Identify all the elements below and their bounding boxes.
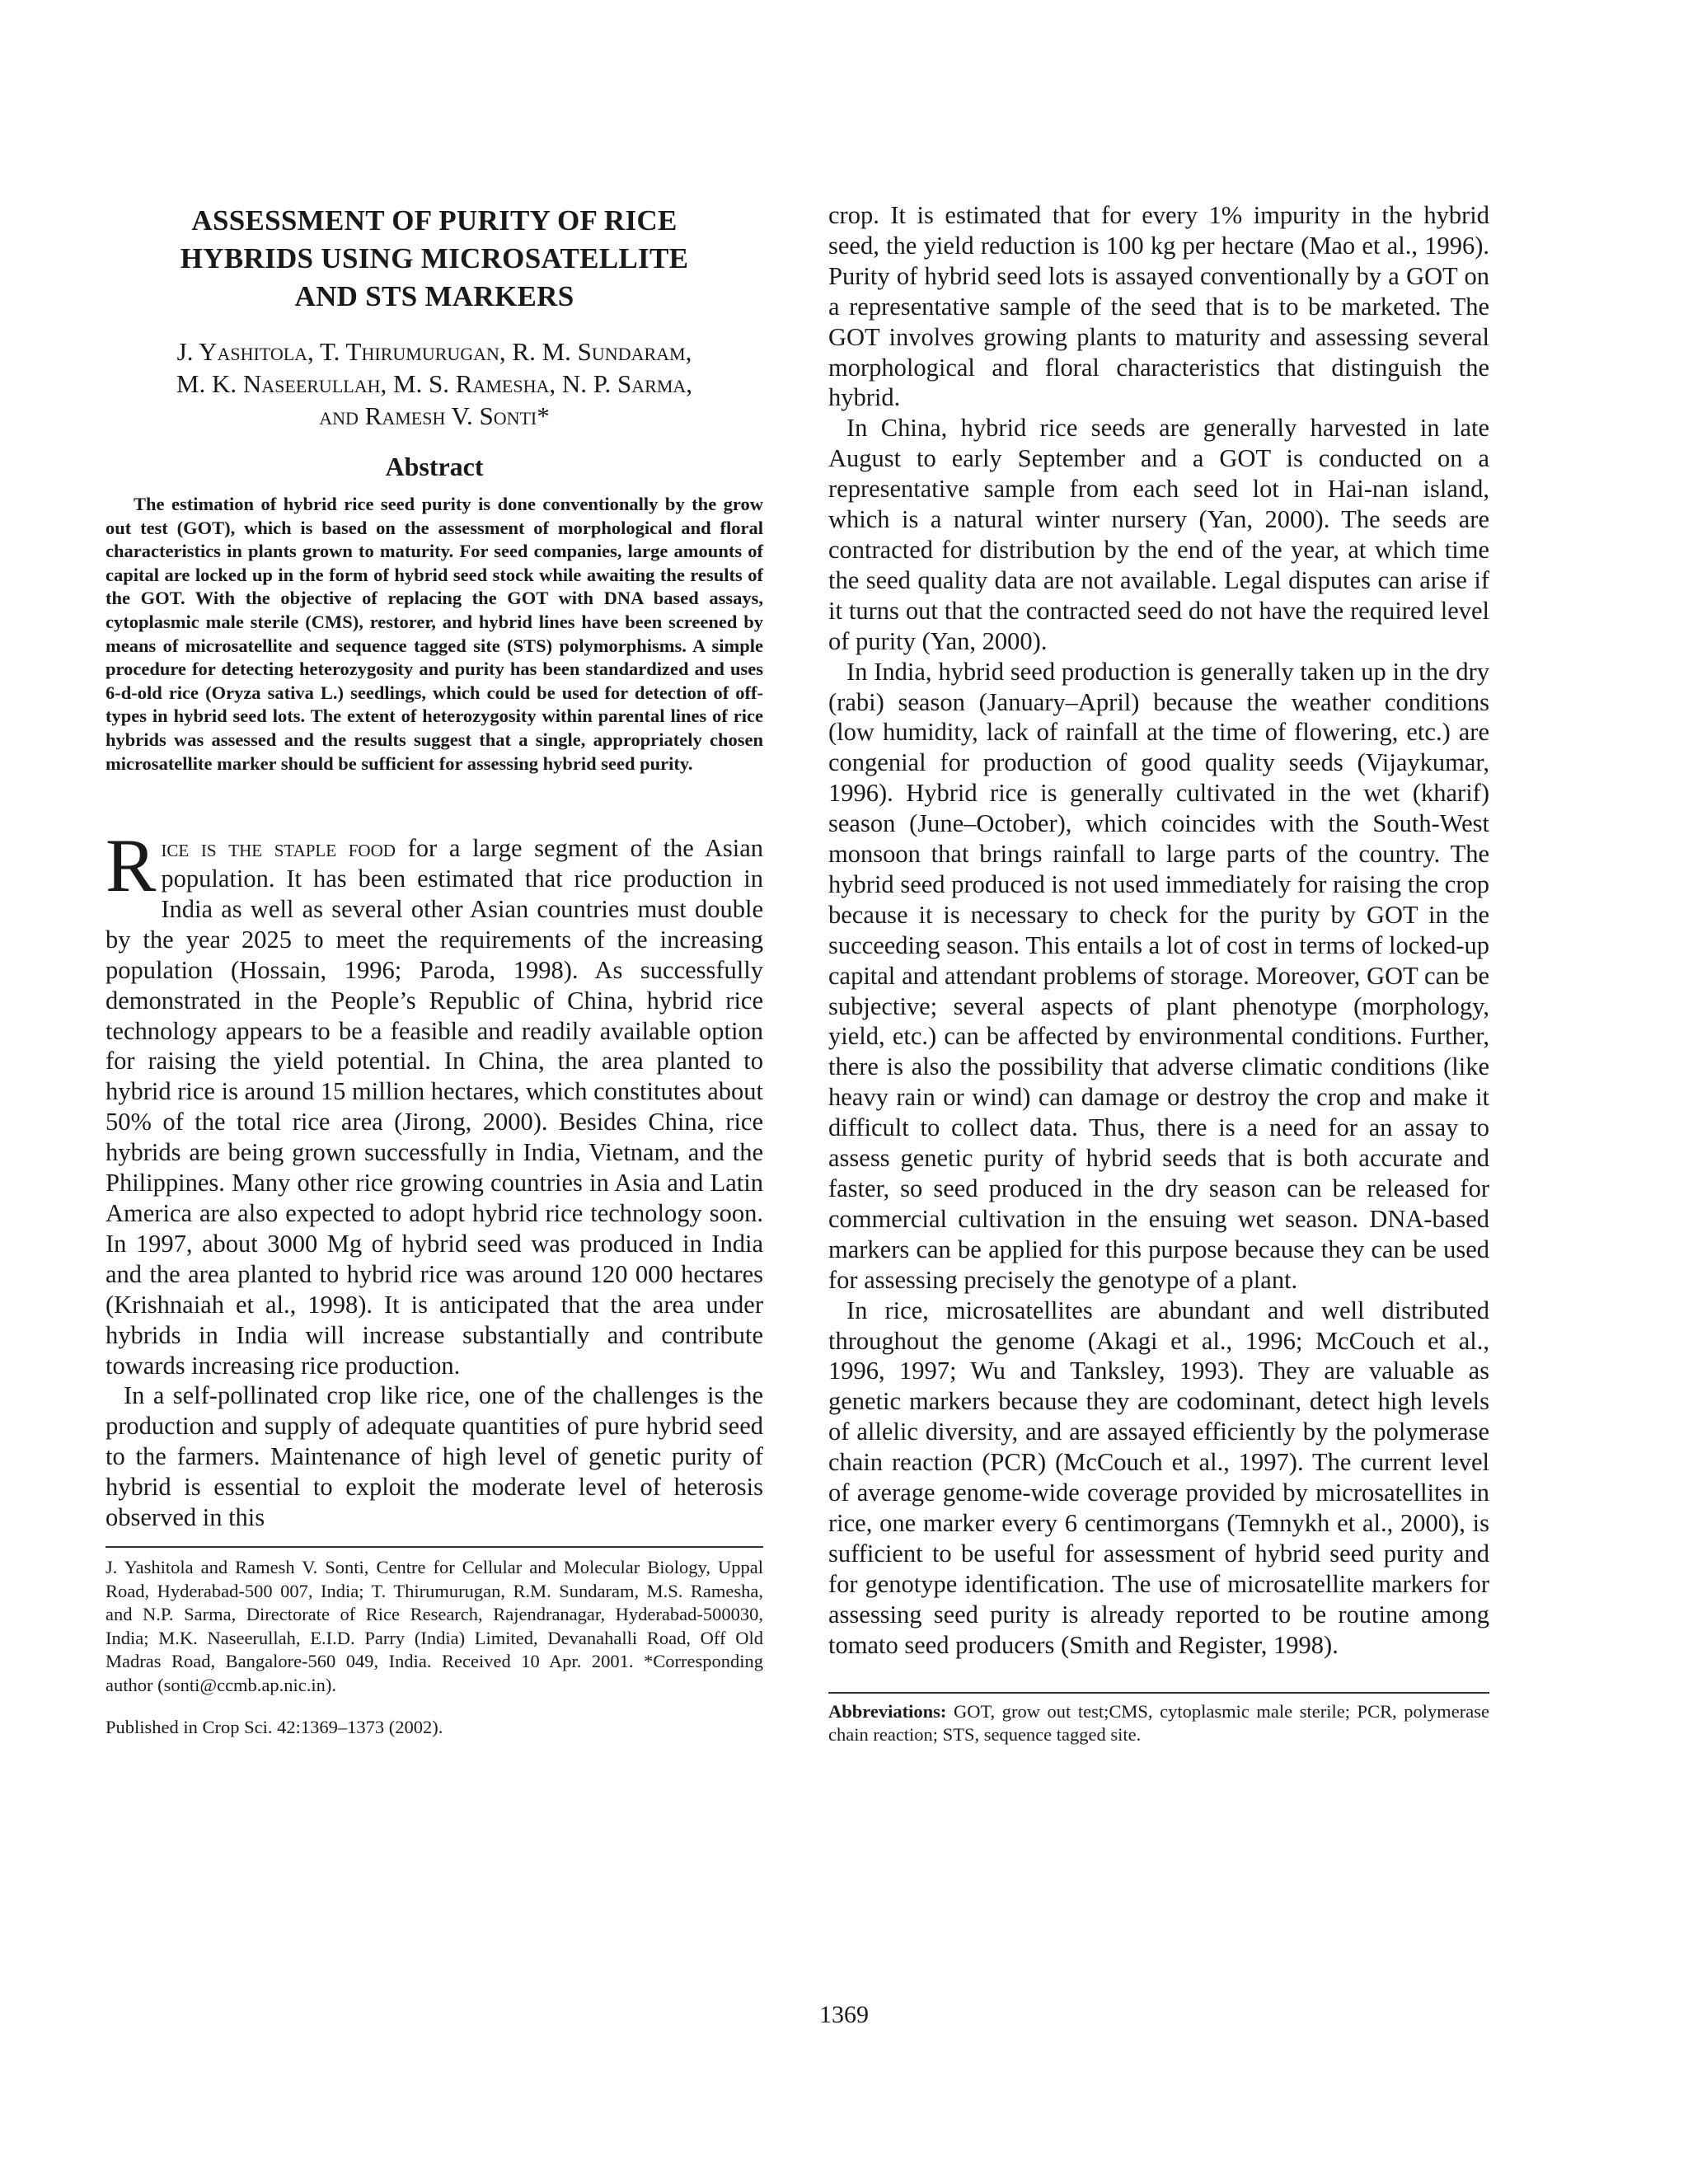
abstract-heading: Abstract: [385, 452, 484, 481]
body-paragraph: In China, hybrid rice seeds are generally harvested in late August to early September and a GOT is conducted on a representative sample from each seed lot in Hai-nan island, which is a natural winter nursery (Yan, 2000). The seeds are contracted for distribution by the end of the year, at which time the seed quality data are not available. Legal disputes can arise if it turns out that the contracted seed do not have the required level of purity (Yan, 2000).: [828, 414, 1489, 655]
title-line: HYBRIDS USING MICROSATELLITE: [180, 242, 689, 274]
title-line: AND STS MARKERS: [294, 280, 574, 312]
abbreviations-rule: [828, 1692, 1489, 1694]
intro-text: for a large segment of the Asian population. It has been estimated that rice production in India as well as several other Asian countries must double by the year 2025 to meet the requirements of the increasing population (Hossain, 1996; Paroda, 1998). As successfully demonstrated in the People’s Republic of China, hybrid rice technology appears to be a feasible and readily available option for raising the yield potential. In China, the area planted to hybrid rice is around 15 million hectares, which constitutes about 50% of the total rice area (Jirong, 2000). Besides China, rice hybrids are being grown successfully in India, Vietnam, and the Philippines. Many other rice growing countries in Asia and Latin America are also expected to adopt hybrid rice technology soon. In 1997, about 3000 Mg of hybrid seed was produced in India and the area planted to hybrid rice was around 120 000 hectares (Krishnaiah et al., 1998). It is anticipated that the area under hybrids in India will increase substantially and contribute towards increasing rice production.: [106, 834, 763, 1380]
intro-paragraph: [106, 823, 763, 1380]
publication-info: Published in Crop Sci. 42:1369–1373 (2002).: [106, 1716, 443, 1737]
body-paragraph: In India, hybrid seed production is generally taken up in the dry (rabi) season (January–April) because the weather conditions (low humidity, lack of rainfall at the time of flowering, etc.) are congenial for production of good quality seeds (Vijaykumar, 1996). Hybrid rice is generally cultivated in the wet (kharif) season (June–October), which coincides with the South-West monsoon that brings rainfall to large parts of the country. The hybrid seed produced is not used immediately for raising the crop because it is necessary to check for the purity by GOT in the succeeding season. This entails a lot of cost in terms of locked-up capital and attendant problems of storage. Moreover, GOT can be subjective; several aspects of plant phenotype (morphology, yield, etc.) can be affected by environmental conditions. Further, there is also the possibility that adverse climatic conditions (like heavy rain or wind) can damage or destroy the crop and make it difficult to collect data. Thus, there is a need for an assay to assess genetic purity of hybrid seeds that is both accurate and faster, so seed produced in the dry season can be released for commercial cultivation in the ensuing wet season. DNA-based markers can be applied for this purpose because they can be used for assessing precisely the genotype of a plant.: [828, 657, 1489, 1294]
author-list: [106, 335, 763, 432]
footnote-rule: [106, 1546, 763, 1548]
article-title: [106, 202, 763, 316]
abbreviations-text: GOT, grow out test;CMS, cytoplasmic male sterile; PCR, polymerase chain reaction; STS, sequence tagged site.: [828, 1700, 1489, 1746]
drop-cap: R: [106, 823, 157, 908]
left-column: [106, 202, 763, 1739]
right-column: [828, 200, 1489, 1747]
body-paragraph: In rice, microsatellites are abundant and well distributed throughout the genome (Akagi et al., 1996; McCouch et al., 1996, 1997; Wu and Tanksley, 1993). They are valuable as genetic markers because they are codominant, detect high levels of allelic diversity, and are assayed efficiently by the polymerase chain reaction (PCR) (McCouch et al., 1997). The current level of average genome-wide coverage provided by microsatellites in rice, one marker every 6 centimorgans (Temnykh et al., 2000), is sufficient to be useful for assessment of hybrid seed purity and for genotype identification. The use of microsatellite markers for assessing seed purity is already reported to be routine among tomato seed producers (Smith and Register, 1998).: [828, 1296, 1489, 1659]
abstract-text: The estimation of hybrid rice seed purity is done conventionally by the grow out test (GOT), which is based on the assessment of morphological and floral characteristics in plants grown to maturity. For seed companies, large amounts of capital are locked up in the form of hybrid seed stock while awaiting the results of the GOT. With the objective of replacing the GOT with DNA based assays, cytoplasmic male sterile (CMS), restorer, and hybrid lines have been screened by means of microsatellite and sequence tagged site (STS) polymorphisms. A simple procedure for detecting heterozygosity and purity has been standardized and uses 6-d-old rice (Oryza sativa L.) seedlings, which could be used for detection of off-types in hybrid seed lots. The extent of heterozygosity within parental lines of rice hybrids was assessed and the results suggest that a single, appropriately chosen microsatellite marker should be sufficient for assessing hybrid seed purity.: [106, 494, 763, 774]
title-line: ASSESSMENT OF PURITY OF RICE: [191, 204, 678, 237]
author-line: and Ramesh V. Sonti*: [319, 401, 550, 430]
body-paragraph: crop. It is estimated that for every 1% impurity in the hybrid seed, the yield reduction is 100 kg per hectare (Mao et al., 1996). Purity of hybrid seed lots is assayed conventionally by a GOT on a representative sample of the seed that is to be marketed. The GOT involves growing plants to maturity and assessing several morphological and floral characteristics that distinguish the hybrid.: [828, 201, 1489, 412]
page-number: 1369: [819, 2001, 869, 2028]
abbreviations-label: Abbreviations:: [828, 1700, 947, 1722]
abbreviations-note: [828, 1700, 1489, 1747]
author-line: M. K. Naseerullah, M. S. Ramesha, N. P. Sarma,: [176, 369, 693, 398]
body-paragraph: In a self-pollinated crop like rice, one of the challenges is the production and supply of adequate quantities of pure hybrid seed to the farmers. Maintenance of high level of genetic purity of hybrid is essential to exploit the moderate level of heterosis observed in this: [106, 1381, 763, 1532]
intro-lead: ice is the staple food: [161, 834, 396, 863]
author-affiliation-footnote: J. Yashitola and Ramesh V. Sonti, Centre for Cellular and Molecular Biology, Uppal Road, Hyderabad-500 007, India; T. Thirumurugan, R.M. Sundaram, M.S. Ramesha, and N.P. Sarma, Directorate of Rice Research, Rajendranagar, Hyderabad-500030, India; M.K. Naseerullah, E.I.D. Parry (India) Limited, Devanahalli Road, Off Old Madras Road, Bangalore-560 049, India. Received 10 Apr. 2001. *Corresponding author (sonti@ccmb.ap.nic.in).: [106, 1556, 763, 1695]
author-line: J. Yashitola, T. Thirumurugan, R. M. Sundaram,: [176, 337, 692, 366]
